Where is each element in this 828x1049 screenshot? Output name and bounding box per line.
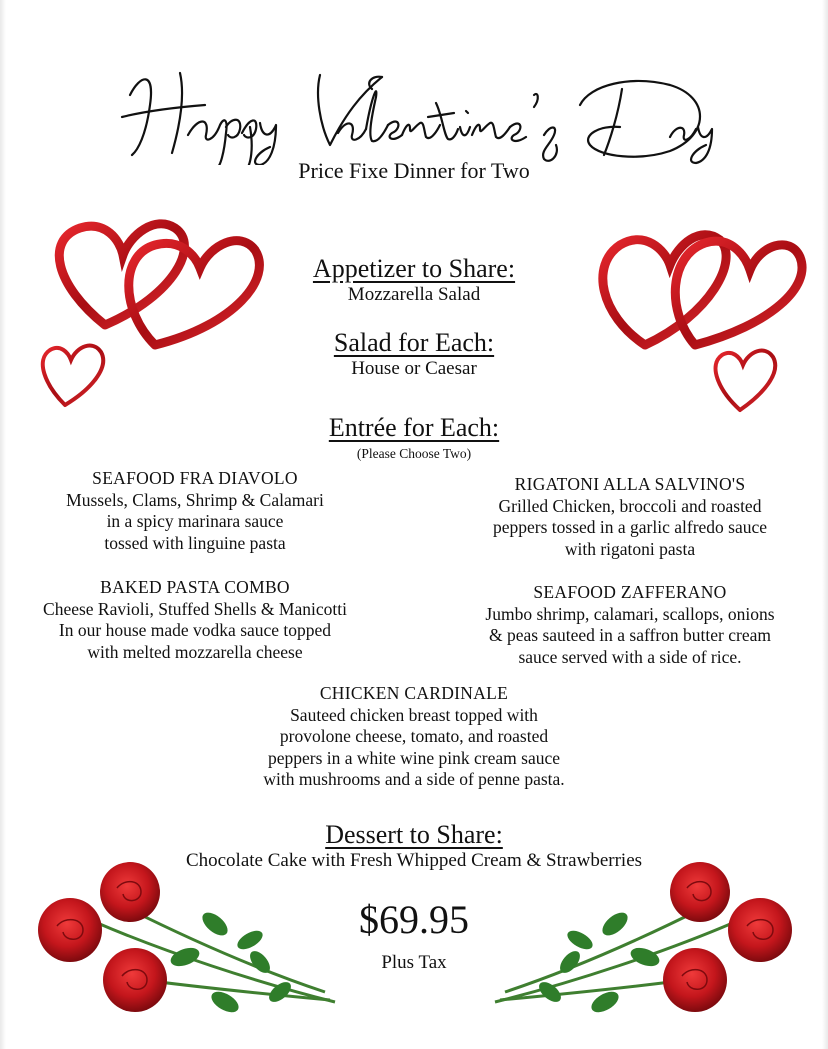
menu-subtitle: Price Fixe Dinner for Two xyxy=(298,158,530,183)
dish-line: peppers in a white wine pink cream sauce xyxy=(267,747,561,768)
salad-heading: Salad for Each: xyxy=(333,328,495,357)
entree-heading: Entrée for Each: xyxy=(328,413,500,442)
dish-rigatoni-alla-salvinos xyxy=(455,474,805,560)
dessert-item: Chocolate Cake with Fresh Whipped Cream & Strawberries xyxy=(185,850,643,871)
rose-bouquet-left-icon xyxy=(25,862,340,1022)
dish-name: BAKED PASTA COMBO xyxy=(100,577,290,597)
dish-line: provolone cheese, tomato, and roasted xyxy=(279,726,549,746)
dish-line: In our house made vodka sauce topped xyxy=(58,620,332,640)
dish-line: & peas sauteed in a saffron butter cream xyxy=(489,625,771,645)
dish-line: peppers tossed in a garlic alfredo sauce xyxy=(492,517,768,537)
dish-line: tossed with linguine pasta xyxy=(104,532,286,553)
dish-line: in a spicy marinara sauce xyxy=(106,511,284,531)
dish-line: Grilled Chicken, broccoli and roasted xyxy=(498,495,762,516)
script-title-lettering xyxy=(110,55,720,165)
dish-seafood-zafferano xyxy=(450,582,810,668)
dish-baked-pasta-combo xyxy=(15,577,375,663)
dish-seafood-fra-diavolo xyxy=(20,468,370,554)
appetizer-heading: Appetizer to Share: xyxy=(312,254,516,283)
dessert-heading: Dessert to Share: xyxy=(325,820,503,849)
dish-line: Cheese Ravioli, Stuffed Shells & Manicotti xyxy=(43,598,347,619)
appetizer-item: Mozzarella Salad xyxy=(347,284,481,305)
dish-name: SEAFOOD FRA DIAVOLO xyxy=(92,468,298,488)
dish-line: Jumbo shrimp, calamari, scallops, onions xyxy=(485,603,775,624)
heart-ribbon-right-icon xyxy=(590,205,800,420)
dish-chicken-cardinale xyxy=(214,683,614,791)
price: $69.95 xyxy=(359,897,469,942)
dish-line: with melted mozzarella cheese xyxy=(87,641,303,662)
dish-line: with mushrooms and a side of penne pasta. xyxy=(263,769,565,789)
dish-line: Sauteed chicken breast topped with xyxy=(290,704,538,725)
dish-name: SEAFOOD ZAFFERANO xyxy=(533,582,727,602)
dish-line: sauce served with a side of rice. xyxy=(518,646,742,667)
rose-bouquet-right-icon xyxy=(490,862,805,1022)
dish-line: Mussels, Clams, Shrimp & Calamari xyxy=(66,489,324,510)
entree-note: (Please Choose Two) xyxy=(356,446,472,461)
price-note: Plus Tax xyxy=(381,952,447,973)
dish-line: with rigatoni pasta xyxy=(564,538,696,559)
salad-item: House or Caesar xyxy=(351,358,477,379)
dish-name: CHICKEN CARDINALE xyxy=(319,683,509,703)
heart-ribbon-left-icon xyxy=(35,200,255,415)
dish-name: RIGATONI ALLA SALVINO'S xyxy=(514,474,746,494)
